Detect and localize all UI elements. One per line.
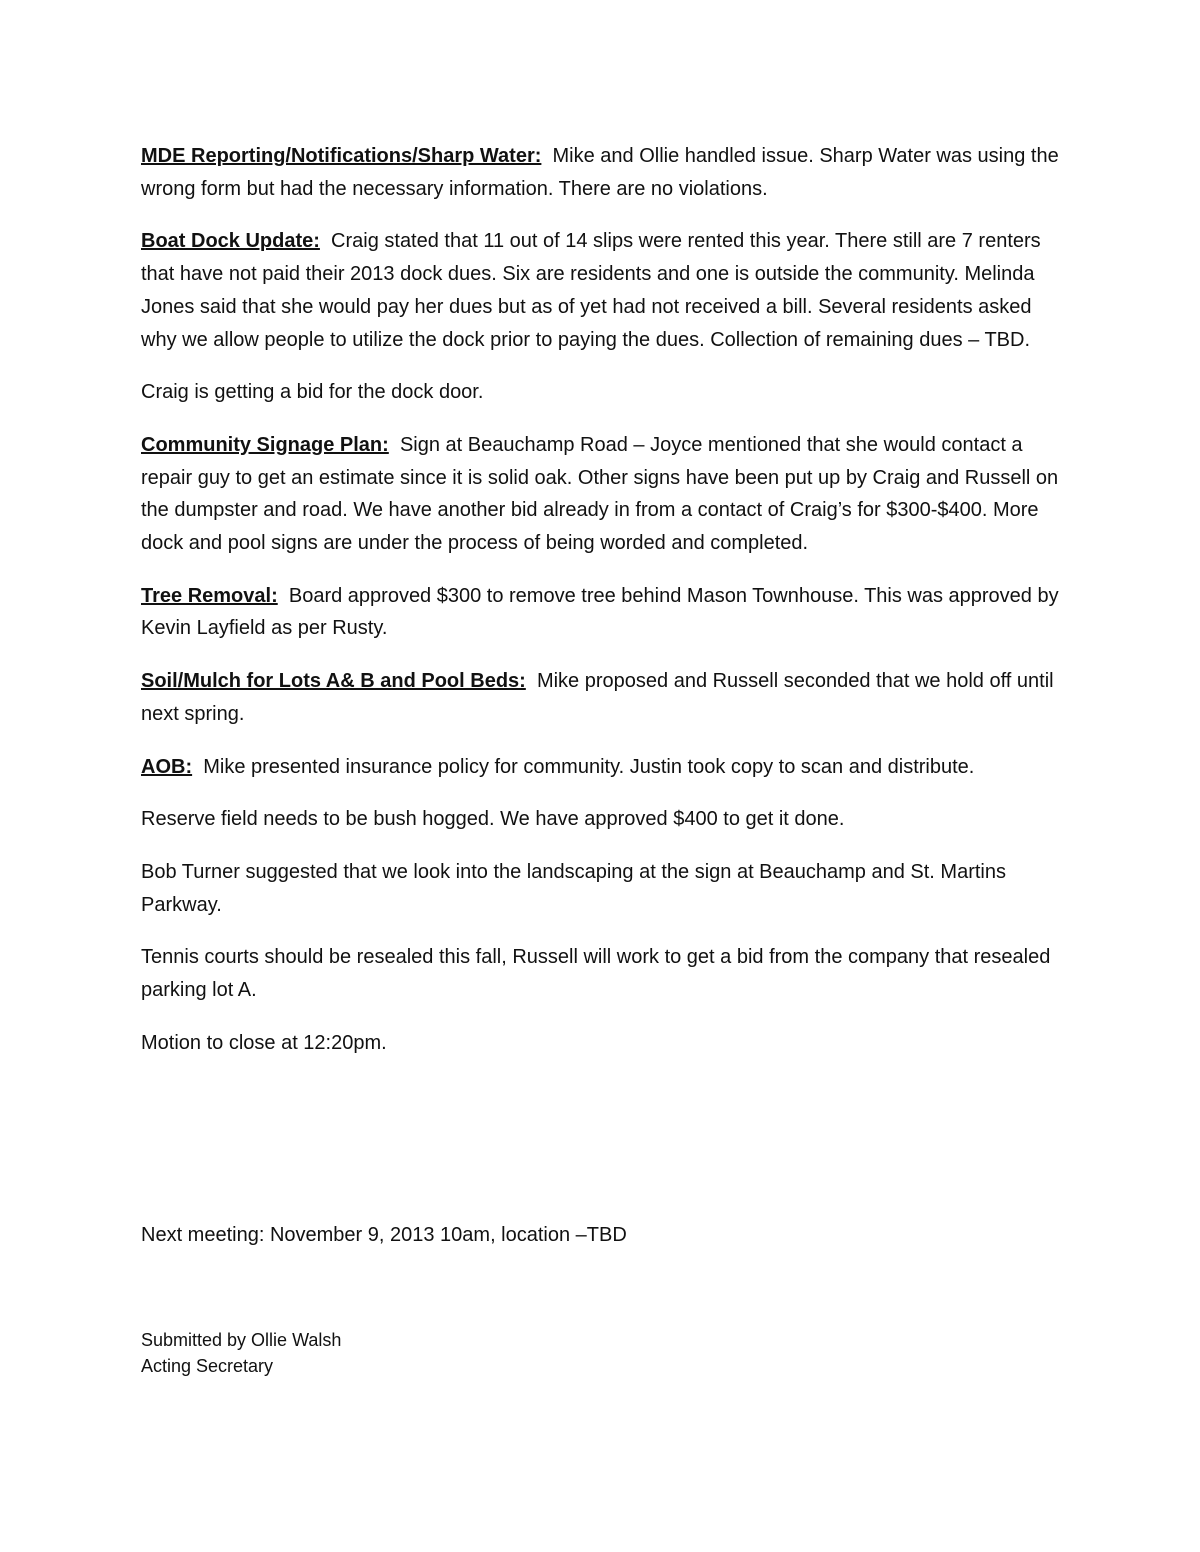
section-community-signage: [141, 429, 1061, 560]
section-text: Mike and Ollie handled issue. Sharp Water was using the wrong form but had the necessary information. There are no violations.: [141, 145, 1059, 200]
minutes-body: [141, 140, 1061, 1079]
section-heading: Tree Removal:: [141, 584, 278, 607]
section-text: Craig stated that 11 out of 14 slips were rented this year. There still are 7 renters that have not paid their 2013 dock dues. Six are residents and one is outside the community. Melinda Jones said that she would pay her dues but as of yet had not received a bill. Several residents asked why we allow people to utilize the dock prior to paying the dues. Collection of remaining dues – TBD.: [141, 230, 1041, 351]
section-heading: Soil/Mulch for Lots A& B and Pool Beds:: [141, 670, 526, 693]
section-tree-removal: [141, 580, 1061, 645]
paragraph-reserve-field: [141, 803, 1061, 836]
paragraph-text: Tennis courts should be resealed this fall, Russell will work to get a bid from the company that resealed parking lot A.: [141, 946, 1051, 1002]
section-aob: [141, 751, 1061, 784]
next-meeting: Next meeting: November 9, 2013 10am, location –TBD: [141, 1224, 627, 1246]
section-heading: Community Signage Plan:: [141, 433, 389, 456]
section-boat-dock-update: [141, 225, 1061, 356]
paragraph-text: Reserve field needs to be bush hogged. We have approved $400 to get it done.: [141, 808, 845, 831]
paragraph-motion-close: [141, 1027, 1061, 1060]
section-heading: MDE Reporting/Notifications/Sharp Water:: [141, 145, 542, 167]
paragraph-tennis-courts: [141, 941, 1061, 1006]
paragraph-text: Craig is getting a bid for the dock door.: [141, 381, 484, 404]
section-mde-reporting: [141, 140, 1061, 205]
section-text: Board approved $300 to remove tree behind Mason Townhouse. This was approved by Kevin Layfield as per Rusty.: [141, 584, 1059, 640]
section-text: Mike presented insurance policy for community. Justin took copy to scan and distribute.: [203, 755, 975, 778]
section-text: Mike proposed and Russell seconded that we hold off until next spring.: [141, 670, 1054, 725]
submitted-by: Submitted by Ollie Walsh: [141, 1330, 342, 1350]
section-heading: AOB:: [141, 755, 193, 778]
paragraph-dock-door: [141, 376, 1061, 409]
section-soil-mulch: [141, 665, 1061, 730]
paragraph-text: Bob Turner suggested that we look into the landscaping at the sign at Beauchamp and St. Martins Parkway.: [141, 860, 1006, 916]
signature-block: [141, 1327, 741, 1379]
section-heading: Boat Dock Update:: [141, 230, 320, 253]
paragraph-text: Motion to close at 12:20pm.: [141, 1031, 387, 1054]
paragraph-landscaping: [141, 856, 1061, 921]
secretary-role: Acting Secretary: [141, 1356, 274, 1376]
section-text: Sign at Beauchamp Road – Joyce mentioned that she would contact a repair guy to get an estimate since it is solid oak. Other signs have been put up by Craig and Russell on the dumpster and road. We have another bid already in from a contact of Craig’s for $300-$400. More dock and pool signs are under the process of being worded and completed.: [141, 433, 1059, 555]
